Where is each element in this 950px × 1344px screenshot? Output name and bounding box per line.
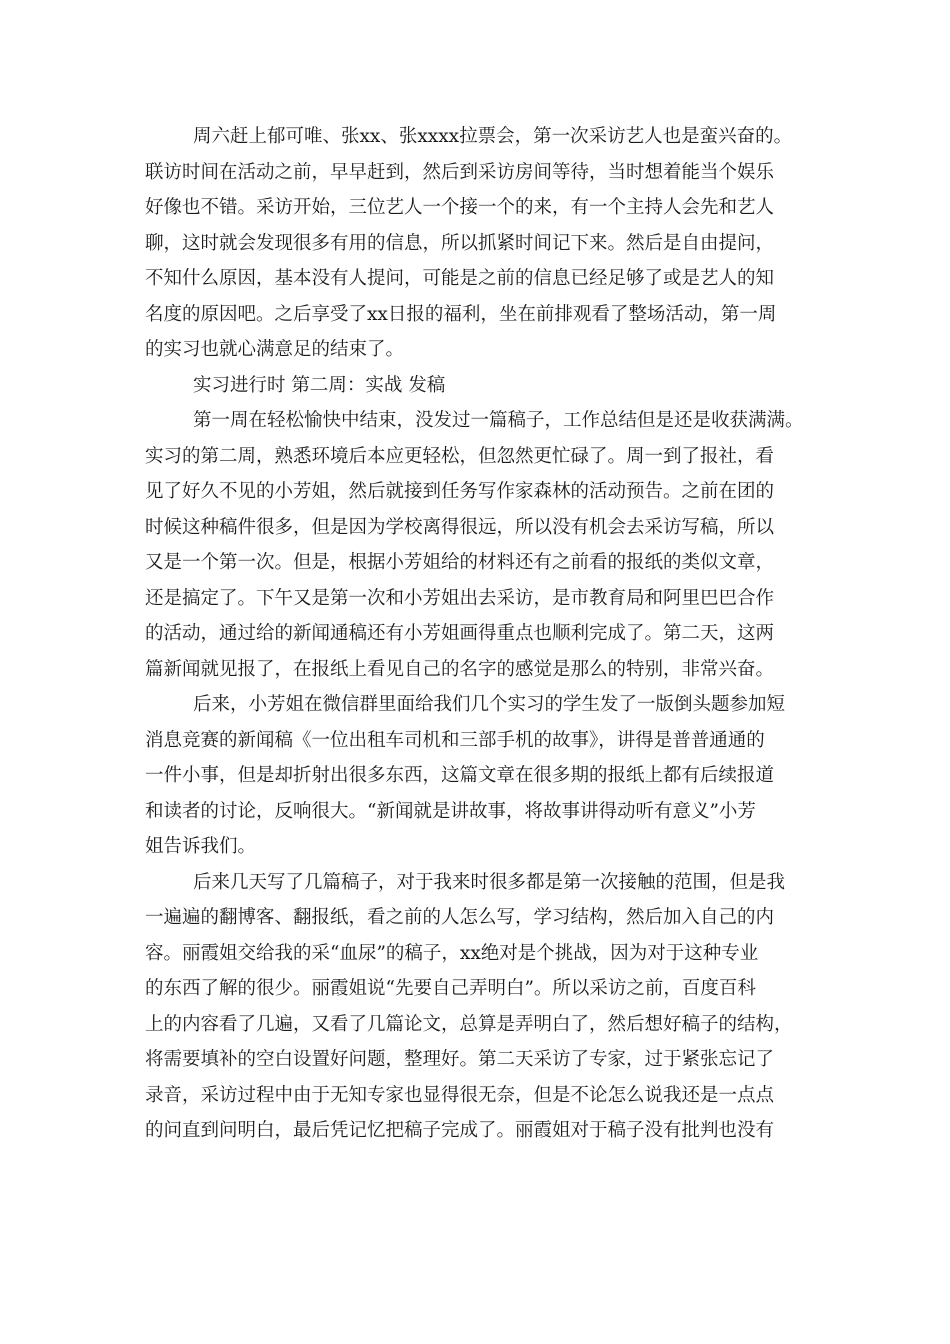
text-line: 和读者的讨论，反响很大。“新闻就是讲故事，将故事讲得动听有意义”小芳 [145, 800, 756, 822]
text-line: 将需要填补的空白设置好问题，整理好。第二天采访了专家，过于紧张忘记了 [145, 1049, 775, 1070]
text-line: 上的内容看了几遍，又看了几篇论文，总算是弄明白了，然后想好稿子的结构， [145, 1013, 793, 1035]
text-line: 篇新闻就见报了，在报纸上看见自己的名字的感觉是那么的特别，非常兴奋。 [145, 658, 775, 680]
text-line: 的实习也就心满意足的结束了。 [145, 339, 405, 360]
text-line: 的东西了解的很少。丽霞姐说“先要自己弄明白”。所以采访之前，百度百科 [145, 978, 756, 999]
text-line: 一件小事，但是却折射出很多东西，这篇文章在很多期的报纸上都有后续报道 [145, 765, 775, 786]
text-line: 后来几天写了几篇稿子，对于我来时很多都是第一次接触的范围，但是我 [193, 871, 786, 893]
text-line: 实习进行时 第二周：实战 发稿 [193, 374, 446, 396]
text-line: 姐告诉我们。 [145, 836, 257, 857]
text-line: 后来，小芳姐在微信群里面给我们几个实习的学生发了一版倒头题参加短 [193, 694, 786, 715]
text-line: 名度的原因吧。之后享受了xx日报的福利，坐在前排观看了整场活动，第一周 [145, 303, 777, 325]
text-line: 的活动，通过给的新闻通稿还有小芳姐画得重点也顺利完成了。第二天，这两 [145, 623, 775, 644]
text-line: 容。丽霞姐交给我的采“血尿”的稿子，xx绝对是个挑战，因为对于这种专业 [145, 942, 759, 964]
text-line: 还是搞定了。下午又是第一次和小芳姐出去采访，是市教育局和阿里巴巴合作 [145, 587, 775, 609]
text-line: 一遍遍的翻博客、翻报纸，看之前的人怎么写，学习结构，然后加入自己的内 [145, 907, 775, 928]
text-line: 不知什么原因，基本没有人提问，可能是之前的信息已经足够了或是艺人的知 [145, 268, 775, 289]
text-line: 的问直到问明白，最后凭记忆把稿子完成了。丽霞姐对于稿子没有批判也没有 [145, 1120, 775, 1141]
text-line: 消息竞赛的新闻稿《一位出租车司机和三部手机的故事》，讲得是普普通通的 [145, 729, 765, 751]
text-line: 周六赶上郁可唯、张xx、张xxxx拉票会，第一次采访艺人也是蛮兴奋的。 [193, 126, 793, 147]
text-line: 又是一个第一次。但是，根据小芳姐给的材料还有之前看的报纸的类似文章， [145, 552, 775, 573]
text-line: 第一周在轻松愉快中结束，没发过一篇稿子，工作总结但是还是收获满满。 [193, 410, 804, 431]
text-line: 实习的第二周，熟悉环境后本应更轻松，但忽然更忙碌了。周一到了报社，看 [145, 445, 775, 467]
text-line: 联访时间在活动之前，早早赶到，然后到采访房间等待，当时想着能当个娱乐 [145, 161, 775, 183]
text-line: 录音，采访过程中由于无知专家也显得很无奈，但是不论怎么说我还是一点点 [145, 1084, 775, 1106]
document-body [145, 119, 825, 1149]
text-line: 聊，这时就会发现很多有用的信息，所以抓紧时间记下来。然后是自由提问， [145, 232, 775, 254]
text-line: 好像也不错。采访开始，三位艺人一个接一个的来，有一个主持人会先和艺人 [145, 197, 775, 218]
text-line: 时候这种稿件很多，但是因为学校离得很远，所以没有机会去采访写稿，所以 [145, 516, 775, 538]
text-line: 见了好久不见的小芳姐，然后就接到任务写作家森林的活动预告。之前在团的 [145, 481, 775, 502]
